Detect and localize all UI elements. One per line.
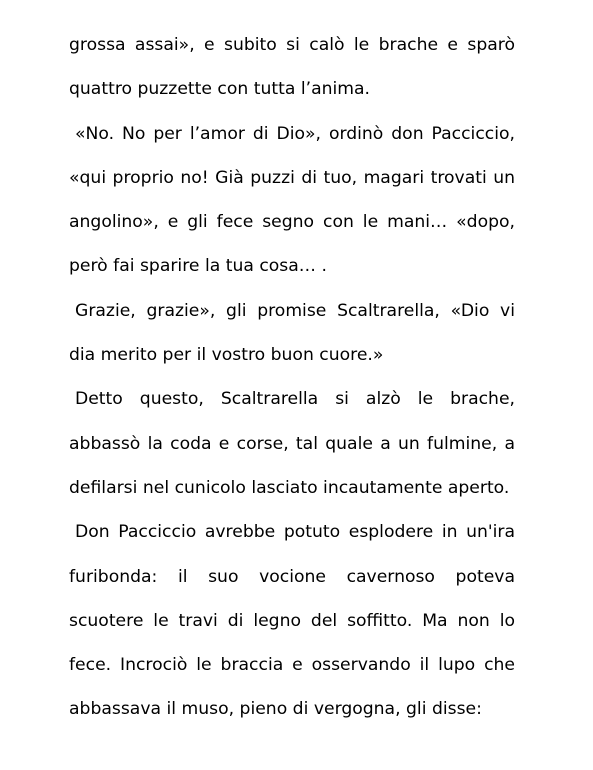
paragraph: Grazie, grazie», gli promise Scaltrarella, «Dio vi dia merito per il vostro buon cuore.»: [69, 300, 515, 366]
paragraph: Detto questo, Scaltrarella si alzò le brache, abbassò la coda e corse, tal quale a un fulmine, a defilarsi nel cunicolo lasciato incautamente aperto.: [69, 389, 515, 498]
paragraph: grossa assai», e subito si calò le brache e sparò quattro puzzette con tutta l’anima.: [69, 35, 515, 100]
paragraph: «No. No per l’amor di Dio», ordinò don Pacciccio, «qui proprio no! Già puzzi di tuo, magari trovati un angolino», e gli fece segno con le mani… «dopo, però fai sparire la tua cosa… .: [69, 123, 515, 277]
paragraph: Don Pacciccio avrebbe potuto esplodere in un'ira furibonda: il suo vocione cavernoso poteva scuotere le travi di legno del soffitto. Ma non lo fece. Incrociò le braccia e osservando il lupo che abbassava il muso, pieno di vergogna, gli disse:: [69, 522, 515, 720]
document-page: [69, 23, 515, 732]
